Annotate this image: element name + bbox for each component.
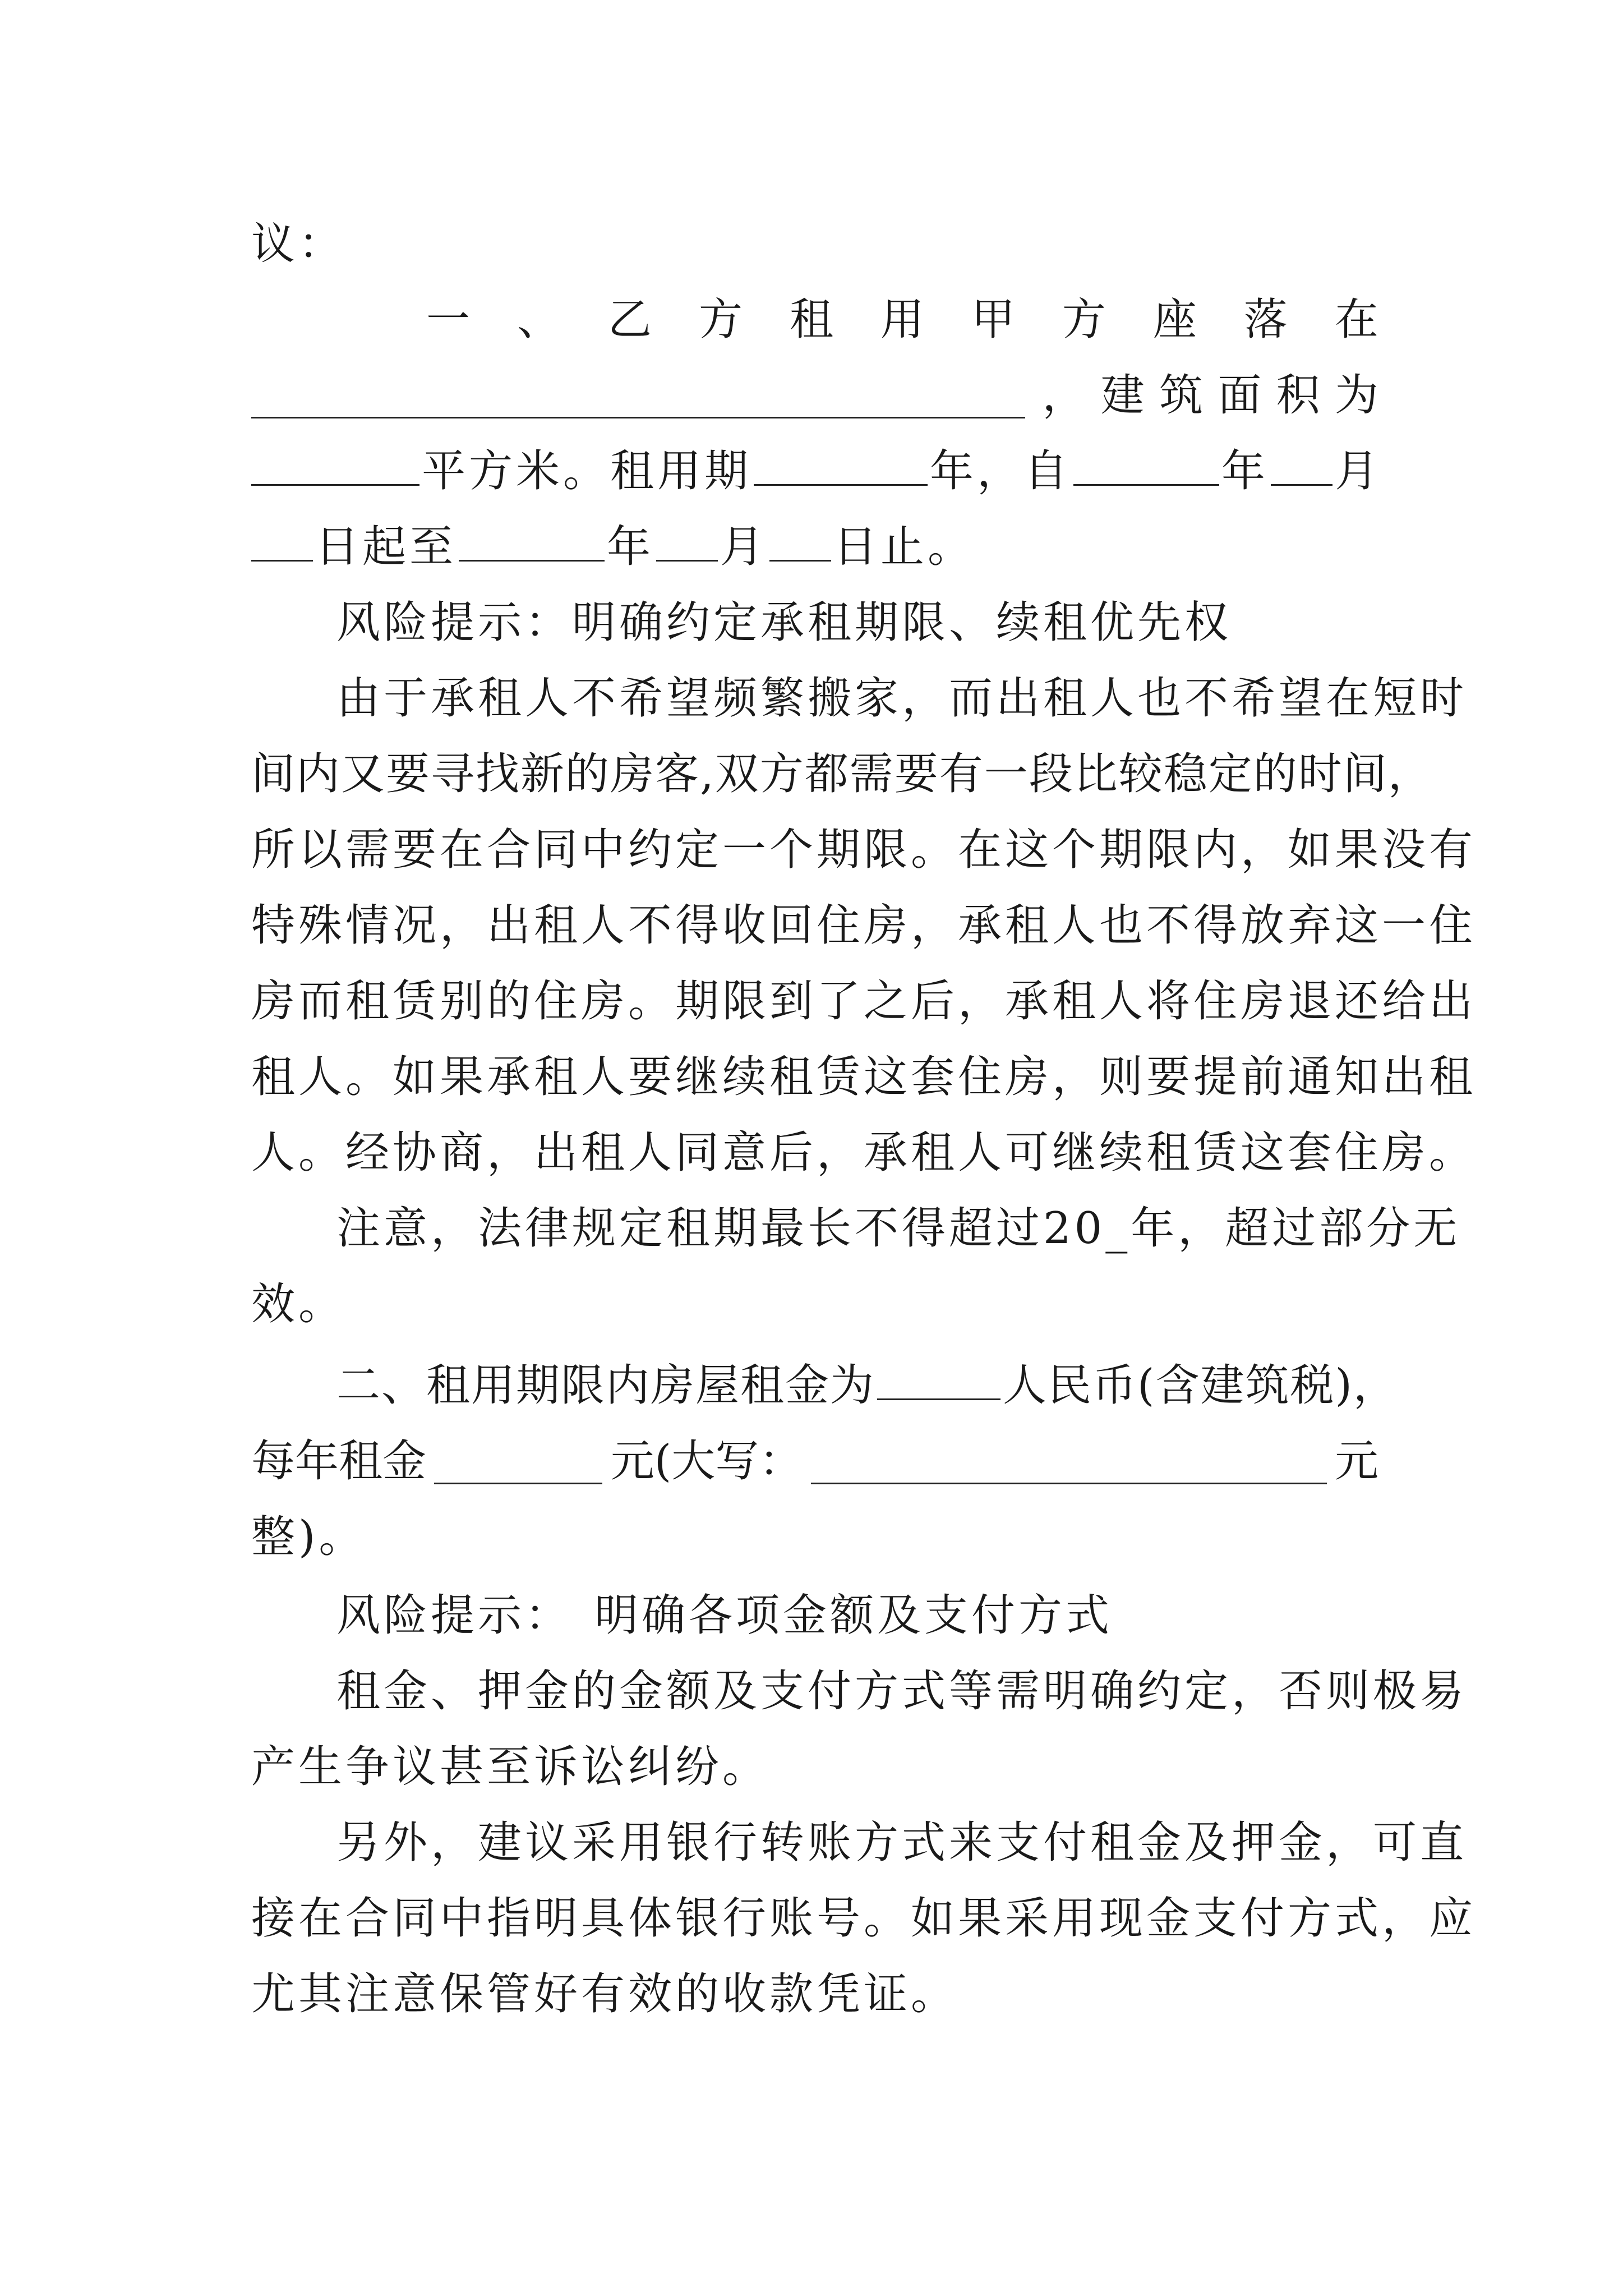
text-fragment: 平方米。租用期 xyxy=(422,446,752,496)
area-blank xyxy=(251,440,419,486)
amount-in-words-blank xyxy=(811,1439,1327,1484)
char: 座 xyxy=(1152,295,1197,345)
risk-tip-heading xyxy=(336,1576,1378,1655)
char: 用 xyxy=(880,295,924,345)
text-fragment: 元 xyxy=(1334,1436,1378,1487)
clause-2-line xyxy=(336,1346,1436,1425)
address-line xyxy=(251,356,1378,435)
char: 筑 xyxy=(1159,370,1203,421)
text-line xyxy=(336,1803,1468,1882)
text-fragment: 人。经协商，出租人同意后，承租人可继续租赁这套住房。 xyxy=(251,1128,1477,1178)
start-year-blank xyxy=(1073,440,1219,486)
annual-rent-blank xyxy=(434,1439,602,1484)
area-term-line xyxy=(251,432,1382,510)
text-line xyxy=(336,1189,1461,1268)
text-fragment: 所以需要在合同中约定一个期限。在这个期限内，如果没有 xyxy=(251,825,1477,875)
text-line xyxy=(251,962,1477,1041)
address-blank xyxy=(251,373,1025,418)
text-line xyxy=(251,1114,1477,1192)
text-fragment: 产生争议甚至诉讼纠纷。 xyxy=(251,1742,770,1792)
text-line xyxy=(251,1038,1477,1116)
text-fragment: 月 xyxy=(1335,446,1382,496)
text-line xyxy=(251,811,1477,889)
risk-tip-heading xyxy=(336,583,1378,662)
text-fragment: 整)。 xyxy=(251,1512,366,1562)
text-fragment: 人民币(含建筑税)， xyxy=(1003,1360,1398,1411)
text-fragment: 元(大写： xyxy=(610,1436,803,1487)
char: 落 xyxy=(1243,295,1288,345)
date-range-line xyxy=(251,508,1378,586)
text-fragment: 由于承租人不希望频繁搬家，而出租人也不希望在短时 xyxy=(336,673,1468,724)
text-fragment: 日止。 xyxy=(833,522,975,572)
text-fragment: 每年租金 xyxy=(251,1436,427,1487)
text-fragment: 效。 xyxy=(251,1279,346,1329)
char: 积 xyxy=(1276,370,1320,421)
text-fragment: 房而租赁别的住房。期限到了之后，承租人将住房退还给出 xyxy=(251,976,1477,1027)
text-fragment: 月 xyxy=(720,522,768,572)
char: 为 xyxy=(1334,370,1378,421)
text-line xyxy=(251,1498,1378,1576)
char: 面 xyxy=(1218,370,1262,421)
text-fragment: 尤其注意保管好有效的收款凭证。 xyxy=(251,1969,958,2019)
text-fragment: 年 xyxy=(1221,446,1269,496)
text-line xyxy=(251,1955,1378,2033)
char: 在 xyxy=(1334,295,1378,345)
text-fragment: 接在合同中指明具体银行账号。如果采用现金支付方式，应 xyxy=(251,1893,1477,1944)
text-fragment: 风险提示： xyxy=(336,1590,573,1641)
start-day-blank xyxy=(251,516,313,562)
char: 乙 xyxy=(607,295,652,345)
clause-1-heading xyxy=(426,280,1378,359)
char: 租 xyxy=(789,295,833,345)
rent-amount-blank xyxy=(877,1355,1000,1400)
text-line xyxy=(336,1652,1468,1731)
text-fragment: 年，自 xyxy=(930,446,1072,496)
end-day-blank xyxy=(769,516,831,562)
text-fragment: 风险提示：明确约定承租期限、续租优先权 xyxy=(336,597,1232,648)
char: ， xyxy=(1042,370,1086,421)
char: 建 xyxy=(1100,370,1145,421)
char: 一 xyxy=(426,295,471,345)
text-fragment: 租人。如果承租人要继续租赁这套住房，则要提前通知出租 xyxy=(251,1052,1477,1102)
text-line xyxy=(251,205,1378,283)
start-month-blank xyxy=(1271,440,1332,486)
text-line xyxy=(336,659,1468,738)
text-fragment: 注意，法律规定租期最长不得超过20_年，超过部分无 xyxy=(336,1203,1461,1254)
text-fragment: 日起至 xyxy=(315,522,457,572)
text-line xyxy=(251,1879,1477,1958)
text-fragment: 间内又要寻找新的房客,双方都需要有一段比较稳定的时间， xyxy=(251,749,1433,799)
text-line xyxy=(251,1728,1378,1806)
char: 甲 xyxy=(971,295,1015,345)
term-years-blank xyxy=(754,440,928,486)
text-line xyxy=(251,735,1433,813)
char: 方 xyxy=(1062,295,1106,345)
text-fragment: 议： xyxy=(251,219,346,269)
char: 、 xyxy=(517,295,561,345)
end-year-blank xyxy=(459,516,605,562)
text-line xyxy=(251,1265,1378,1343)
end-month-blank xyxy=(656,516,718,562)
text-fragment: 二、租用期限内房屋租金为 xyxy=(336,1360,875,1411)
text-fragment: 特殊情况，出租人不得收回住房，承租人也不得放弃这一住 xyxy=(251,900,1477,951)
char: 方 xyxy=(698,295,743,345)
text-fragment: 年 xyxy=(607,522,654,572)
text-fragment: 租金、押金的金额及支付方式等需明确约定，否则极易 xyxy=(336,1666,1468,1717)
annual-rent-line xyxy=(251,1422,1378,1501)
text-fragment: 另外，建议采用银行转账方式来支付租金及押金，可直 xyxy=(336,1818,1468,1868)
text-line xyxy=(251,886,1477,965)
text-fragment: 明确各项金额及支付方式 xyxy=(594,1590,1113,1641)
